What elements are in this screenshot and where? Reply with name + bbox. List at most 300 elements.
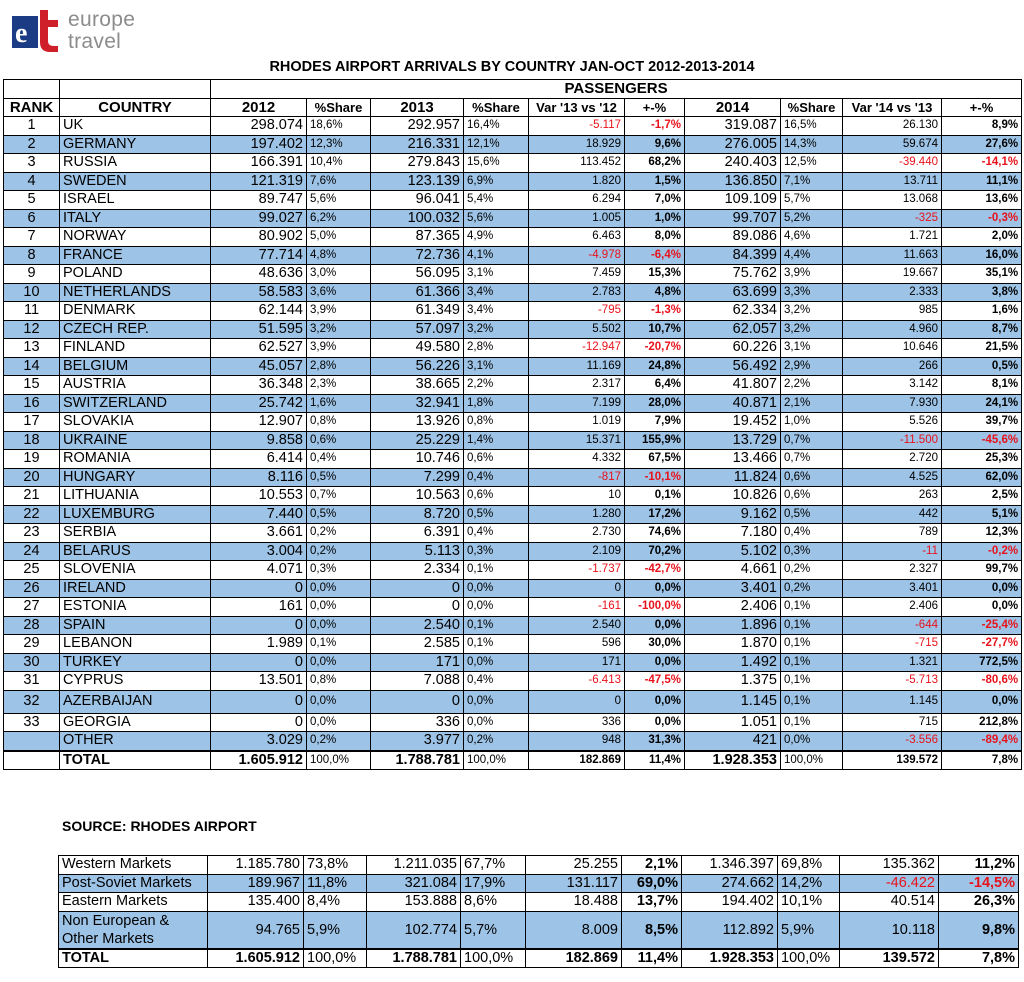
value-2014-cell: 4.661 xyxy=(685,561,781,580)
total-2013-cell: 1.788.781 xyxy=(371,751,464,770)
pct-14-cell: 25,3% xyxy=(942,450,1022,469)
rank-cell: 13 xyxy=(4,339,60,358)
share-2012-cell: 7,6% xyxy=(307,172,371,191)
pct-14-cell: 0,0% xyxy=(942,690,1022,713)
share-2012-cell: 0,0% xyxy=(307,616,371,635)
pct-13-cell: 74,6% xyxy=(625,524,685,543)
summary-share-2013-cell: 8,6% xyxy=(461,893,526,912)
table-row xyxy=(4,191,1022,210)
summary-2013-cell: 153.888 xyxy=(367,893,461,912)
value-2013-cell: 61.349 xyxy=(371,302,464,321)
value-2012-cell: 51.595 xyxy=(211,320,307,339)
var-14-vs-13-cell: -325 xyxy=(843,209,942,228)
value-2012-cell: 58.583 xyxy=(211,283,307,302)
var-14-vs-13-cell: 4.525 xyxy=(843,468,942,487)
table-row xyxy=(4,228,1022,247)
var-14-vs-13-cell: 13.711 xyxy=(843,172,942,191)
country-cell: RUSSIA xyxy=(60,154,211,173)
pct-13-cell: 6,4% xyxy=(625,376,685,395)
var-13-vs-12-cell: 6.294 xyxy=(529,191,625,210)
share-2014-cell: 0,1% xyxy=(781,672,843,691)
pct-13-cell: 0,0% xyxy=(625,690,685,713)
share-2013-cell: 12,1% xyxy=(464,135,529,154)
rank-cell: 14 xyxy=(4,357,60,376)
pct-14-cell: -0,2% xyxy=(942,542,1022,561)
value-2012-cell: 4.071 xyxy=(211,561,307,580)
rank-cell xyxy=(4,732,60,751)
total-var-14-cell: 139.572 xyxy=(843,751,942,770)
pct-14-cell: 1,6% xyxy=(942,302,1022,321)
share-2012-cell: 0,8% xyxy=(307,672,371,691)
value-2013-cell: 216.331 xyxy=(371,135,464,154)
share-2013-cell: 5,4% xyxy=(464,191,529,210)
table-row xyxy=(4,246,1022,265)
value-2012-cell: 3.029 xyxy=(211,732,307,751)
share-2014-cell: 5,2% xyxy=(781,209,843,228)
var-14-vs-13-cell: -11 xyxy=(843,542,942,561)
pct-14-cell: 11,1% xyxy=(942,172,1022,191)
var-13-vs-12-cell: 0 xyxy=(529,690,625,713)
summary-total-2014-cell: 1.928.353 xyxy=(682,949,778,968)
summary-var-14-cell: 40.514 xyxy=(840,893,939,912)
total-var-13-cell: 182.869 xyxy=(529,751,625,770)
country-cell: SPAIN xyxy=(60,616,211,635)
share-2014-cell: 0,2% xyxy=(781,561,843,580)
share-2013-cell: 0,1% xyxy=(464,635,529,654)
value-2012-cell: 166.391 xyxy=(211,154,307,173)
share-2012-cell: 0,8% xyxy=(307,413,371,432)
value-2014-cell: 84.399 xyxy=(685,246,781,265)
table-row xyxy=(4,542,1022,561)
pct-14-cell: 12,3% xyxy=(942,524,1022,543)
rank-cell: 24 xyxy=(4,542,60,561)
value-2012-cell: 89.747 xyxy=(211,191,307,210)
share-2014-cell: 0,7% xyxy=(781,431,843,450)
pct-14-cell: 212,8% xyxy=(942,713,1022,732)
pct-14-cell: -80,6% xyxy=(942,672,1022,691)
summary-pct-13-cell: 8,5% xyxy=(622,911,682,949)
var-13-vs-12-cell: 18.929 xyxy=(529,135,625,154)
summary-2013-cell: 102.774 xyxy=(367,911,461,949)
share-2013-cell: 0,6% xyxy=(464,450,529,469)
share-2013-cell: 0,0% xyxy=(464,690,529,713)
value-2013-cell: 72.736 xyxy=(371,246,464,265)
pct-13-cell: 0,0% xyxy=(625,579,685,598)
country-cell: CYPRUS xyxy=(60,672,211,691)
share-2013-cell: 15,6% xyxy=(464,154,529,173)
country-cell: ROMANIA xyxy=(60,450,211,469)
value-2013-cell: 8.720 xyxy=(371,505,464,524)
value-2014-cell: 136.850 xyxy=(685,172,781,191)
var-14-vs-13-cell: 26.130 xyxy=(843,117,942,136)
logo-text-travel: travel xyxy=(68,30,122,53)
rank-cell: 21 xyxy=(4,487,60,506)
market-label-line1: Non European & xyxy=(62,912,170,929)
value-2013-cell: 292.957 xyxy=(371,117,464,136)
pct-13-cell: -1,3% xyxy=(625,302,685,321)
var-14-vs-13-cell: 4.960 xyxy=(843,320,942,339)
rank-cell: 26 xyxy=(4,579,60,598)
summary-share-2012-cell: 73,8% xyxy=(304,856,367,875)
table-row xyxy=(4,561,1022,580)
total-label-cell: TOTAL xyxy=(60,751,211,770)
pct-13-cell: 7,0% xyxy=(625,191,685,210)
pct-14-cell: 2,5% xyxy=(942,487,1022,506)
rank-cell: 32 xyxy=(4,690,60,713)
var-14-vs-13-cell: -715 xyxy=(843,635,942,654)
share-2014-cell: 0,1% xyxy=(781,690,843,713)
summary-2013-cell: 321.084 xyxy=(367,874,461,893)
value-2013-cell: 25.229 xyxy=(371,431,464,450)
rank-cell: 28 xyxy=(4,616,60,635)
var-14-vs-13-cell: 1.721 xyxy=(843,228,942,247)
value-2014-cell: 99.707 xyxy=(685,209,781,228)
var-13-vs-12-cell: -817 xyxy=(529,468,625,487)
country-cell: DENMARK xyxy=(60,302,211,321)
share-2013-cell: 0,8% xyxy=(464,413,529,432)
summary-2012-cell: 189.967 xyxy=(208,874,304,893)
pct-13-cell: 155,9% xyxy=(625,431,685,450)
country-cell: SERBIA xyxy=(60,524,211,543)
var-13-vs-12-cell: 10 xyxy=(529,487,625,506)
table-row xyxy=(4,468,1022,487)
rank-cell: 19 xyxy=(4,450,60,469)
value-2014-cell: 1.051 xyxy=(685,713,781,732)
share-2013-cell: 3,1% xyxy=(464,357,529,376)
share-2012-cell: 3,6% xyxy=(307,283,371,302)
share-2014-cell: 0,5% xyxy=(781,505,843,524)
rank-cell: 12 xyxy=(4,320,60,339)
value-2014-cell: 62.057 xyxy=(685,320,781,339)
value-2013-cell: 123.139 xyxy=(371,172,464,191)
value-2014-cell: 109.109 xyxy=(685,191,781,210)
share-2014-cell: 0,1% xyxy=(781,598,843,617)
value-2014-cell: 240.403 xyxy=(685,154,781,173)
total-pct-14-cell: 7,8% xyxy=(942,751,1022,770)
total-pct-13-cell: 11,4% xyxy=(625,751,685,770)
share-2012-cell: 18,6% xyxy=(307,117,371,136)
share-2013-cell: 4,9% xyxy=(464,228,529,247)
market-label-line2: Other Markets xyxy=(62,930,154,947)
value-2012-cell: 9.858 xyxy=(211,431,307,450)
country-cell: ESTONIA xyxy=(60,598,211,617)
rank-cell: 29 xyxy=(4,635,60,654)
value-2014-cell: 3.401 xyxy=(685,579,781,598)
pct-13-cell: 0,0% xyxy=(625,653,685,672)
var-14-vs-13-cell: 5.526 xyxy=(843,413,942,432)
summary-2014-cell: 1.346.397 xyxy=(682,856,778,875)
value-2014-cell: 7.180 xyxy=(685,524,781,543)
share-2012-cell: 0,2% xyxy=(307,542,371,561)
value-2013-cell: 3.977 xyxy=(371,732,464,751)
summary-share-2012-cell: 5,9% xyxy=(304,911,367,949)
value-2012-cell: 3.661 xyxy=(211,524,307,543)
value-2014-cell: 1.896 xyxy=(685,616,781,635)
page-title: RHODES AIRPORT ARRIVALS BY COUNTRY JAN-OCT 2012-2013-2014 xyxy=(269,59,755,75)
value-2012-cell: 99.027 xyxy=(211,209,307,228)
value-2013-cell: 32.941 xyxy=(371,394,464,413)
var-14-vs-13-cell: -39.440 xyxy=(843,154,942,173)
summary-share-2013-cell: 5,7% xyxy=(461,911,526,949)
pct-14-cell: 2,0% xyxy=(942,228,1022,247)
summary-total-row xyxy=(59,949,1019,968)
value-2013-cell: 336 xyxy=(371,713,464,732)
var-13-vs-12-cell: 2.783 xyxy=(529,283,625,302)
pct-13-cell: 9,6% xyxy=(625,135,685,154)
rank-cell: 30 xyxy=(4,653,60,672)
header-row xyxy=(4,98,1022,117)
value-2013-cell: 100.032 xyxy=(371,209,464,228)
value-2014-cell: 1.492 xyxy=(685,653,781,672)
country-cell: LEBANON xyxy=(60,635,211,654)
country-cell: CZECH REP. xyxy=(60,320,211,339)
rank-cell: 10 xyxy=(4,283,60,302)
value-2013-cell: 6.391 xyxy=(371,524,464,543)
var-13-vs-12-cell: 11.169 xyxy=(529,357,625,376)
table-row xyxy=(4,413,1022,432)
pct-14-cell: -25,4% xyxy=(942,616,1022,635)
share-2014-cell: 4,4% xyxy=(781,246,843,265)
share-2013-cell: 0,0% xyxy=(464,598,529,617)
summary-pct-13-cell: 2,1% xyxy=(622,856,682,875)
share-2014-cell: 0,4% xyxy=(781,524,843,543)
pct-14-cell: 24,1% xyxy=(942,394,1022,413)
share-2014-cell: 0,1% xyxy=(781,635,843,654)
share-2013-cell: 2,2% xyxy=(464,376,529,395)
value-2013-cell: 279.843 xyxy=(371,154,464,173)
rank-cell: 4 xyxy=(4,172,60,191)
share-2014-cell: 0,1% xyxy=(781,616,843,635)
value-2013-cell: 2.585 xyxy=(371,635,464,654)
value-2013-cell: 87.365 xyxy=(371,228,464,247)
value-2014-cell: 40.871 xyxy=(685,394,781,413)
var-14-vs-13-cell: 11.663 xyxy=(843,246,942,265)
share-2013-cell: 0,6% xyxy=(464,487,529,506)
var-14-vs-13-cell: 3.142 xyxy=(843,376,942,395)
value-2013-cell: 10.746 xyxy=(371,450,464,469)
value-2013-cell: 7.088 xyxy=(371,672,464,691)
header-pct-14: +-% xyxy=(942,98,1022,117)
pct-13-cell: 24,8% xyxy=(625,357,685,376)
table-row xyxy=(4,524,1022,543)
header-row-passengers xyxy=(4,80,1022,99)
arrivals-table xyxy=(3,79,1022,770)
var-13-vs-12-cell: 1.005 xyxy=(529,209,625,228)
share-2012-cell: 0,0% xyxy=(307,713,371,732)
rank-cell: 22 xyxy=(4,505,60,524)
table-row xyxy=(4,394,1022,413)
share-2013-cell: 0,4% xyxy=(464,672,529,691)
value-2014-cell: 10.826 xyxy=(685,487,781,506)
var-13-vs-12-cell: -795 xyxy=(529,302,625,321)
var-13-vs-12-cell: -161 xyxy=(529,598,625,617)
value-2013-cell: 49.580 xyxy=(371,339,464,358)
var-14-vs-13-cell: 266 xyxy=(843,357,942,376)
country-cell: TURKEY xyxy=(60,653,211,672)
header-rank: RANK xyxy=(4,98,60,117)
pct-14-cell: 8,1% xyxy=(942,376,1022,395)
pct-14-cell: -45,6% xyxy=(942,431,1022,450)
pct-13-cell: 8,0% xyxy=(625,228,685,247)
table-row xyxy=(4,598,1022,617)
pct-13-cell: 0,0% xyxy=(625,713,685,732)
value-2013-cell: 171 xyxy=(371,653,464,672)
share-2013-cell: 5,6% xyxy=(464,209,529,228)
share-2014-cell: 3,2% xyxy=(781,320,843,339)
summary-var-13-cell: 18.488 xyxy=(526,893,622,912)
pct-13-cell: 0,1% xyxy=(625,487,685,506)
share-2014-cell: 0,0% xyxy=(781,732,843,751)
country-cell: UK xyxy=(60,117,211,136)
pct-14-cell: -14,1% xyxy=(942,154,1022,173)
summary-2012-cell: 135.400 xyxy=(208,893,304,912)
table-row xyxy=(4,653,1022,672)
pct-13-cell: 28,0% xyxy=(625,394,685,413)
share-2013-cell: 16,4% xyxy=(464,117,529,136)
country-cell: GEORGIA xyxy=(60,713,211,732)
table-row xyxy=(4,376,1022,395)
country-cell: UKRAINE xyxy=(60,431,211,450)
value-2012-cell: 0 xyxy=(211,653,307,672)
pct-14-cell: -27,7% xyxy=(942,635,1022,654)
var-13-vs-12-cell: -12.947 xyxy=(529,339,625,358)
rank-cell: 33 xyxy=(4,713,60,732)
total-row xyxy=(4,751,1022,770)
value-2014-cell: 63.699 xyxy=(685,283,781,302)
var-13-vs-12-cell: 1.019 xyxy=(529,413,625,432)
country-cell: FRANCE xyxy=(60,246,211,265)
var-14-vs-13-cell: -5.713 xyxy=(843,672,942,691)
summary-share-2014-cell: 69,8% xyxy=(778,856,840,875)
value-2012-cell: 121.319 xyxy=(211,172,307,191)
share-2014-cell: 0,6% xyxy=(781,468,843,487)
share-2012-cell: 3,9% xyxy=(307,302,371,321)
share-2014-cell: 3,3% xyxy=(781,283,843,302)
summary-pct-13-cell: 13,7% xyxy=(622,893,682,912)
share-2012-cell: 5,6% xyxy=(307,191,371,210)
share-2013-cell: 0,1% xyxy=(464,561,529,580)
value-2013-cell: 56.095 xyxy=(371,265,464,284)
total-rank-cell xyxy=(4,751,60,770)
value-2014-cell: 1.375 xyxy=(685,672,781,691)
pct-14-cell: 21,5% xyxy=(942,339,1022,358)
var-13-vs-12-cell: 113.452 xyxy=(529,154,625,173)
value-2013-cell: 2.540 xyxy=(371,616,464,635)
var-14-vs-13-cell: 13.068 xyxy=(843,191,942,210)
value-2014-cell: 5.102 xyxy=(685,542,781,561)
share-2013-cell: 0,1% xyxy=(464,616,529,635)
pct-13-cell: 31,3% xyxy=(625,732,685,751)
var-13-vs-12-cell: -6.413 xyxy=(529,672,625,691)
table-row xyxy=(4,635,1022,654)
summary-total-share-2012-cell: 100,0% xyxy=(304,949,367,968)
share-2012-cell: 12,3% xyxy=(307,135,371,154)
share-2014-cell: 12,5% xyxy=(781,154,843,173)
var-14-vs-13-cell: 10.646 xyxy=(843,339,942,358)
var-13-vs-12-cell: 7.199 xyxy=(529,394,625,413)
value-2012-cell: 1.989 xyxy=(211,635,307,654)
var-14-vs-13-cell: 442 xyxy=(843,505,942,524)
summary-row xyxy=(59,893,1019,912)
value-2014-cell: 56.492 xyxy=(685,357,781,376)
var-14-vs-13-cell: 1.145 xyxy=(843,690,942,713)
share-2012-cell: 0,0% xyxy=(307,690,371,713)
share-2013-cell: 6,9% xyxy=(464,172,529,191)
value-2014-cell: 1.145 xyxy=(685,690,781,713)
pct-13-cell: 10,7% xyxy=(625,320,685,339)
rank-cell: 3 xyxy=(4,154,60,173)
summary-total-pct-14-cell: 7,8% xyxy=(939,949,1019,968)
summary-total-var-14-cell: 139.572 xyxy=(840,949,939,968)
header-empty-rank xyxy=(4,80,60,99)
country-cell: SLOVENIA xyxy=(60,561,211,580)
value-2013-cell: 13.926 xyxy=(371,413,464,432)
value-2012-cell: 25.742 xyxy=(211,394,307,413)
total-2012-cell: 1.605.912 xyxy=(211,751,307,770)
summary-var-13-cell: 131.117 xyxy=(526,874,622,893)
var-14-vs-13-cell: 59.674 xyxy=(843,135,942,154)
europe-travel-logo-mark-icon xyxy=(10,8,62,52)
value-2014-cell: 13.466 xyxy=(685,450,781,469)
value-2013-cell: 0 xyxy=(371,690,464,713)
header-var-13-vs-12: Var '13 vs '12 xyxy=(529,98,625,117)
var-13-vs-12-cell: 5.502 xyxy=(529,320,625,339)
value-2014-cell: 75.762 xyxy=(685,265,781,284)
share-2012-cell: 0,0% xyxy=(307,579,371,598)
header-passengers: PASSENGERS xyxy=(211,80,1022,99)
value-2012-cell: 7.440 xyxy=(211,505,307,524)
summary-2012-cell: 94.765 xyxy=(208,911,304,949)
share-2013-cell: 1,4% xyxy=(464,431,529,450)
rank-cell: 20 xyxy=(4,468,60,487)
var-14-vs-13-cell: 3.401 xyxy=(843,579,942,598)
summary-var-14-cell: 10.118 xyxy=(840,911,939,949)
value-2013-cell: 96.041 xyxy=(371,191,464,210)
pct-13-cell: -6,4% xyxy=(625,246,685,265)
share-2014-cell: 0,2% xyxy=(781,579,843,598)
header-country: COUNTRY xyxy=(60,98,211,117)
table-row xyxy=(4,732,1022,751)
header-2014: 2014 xyxy=(685,98,781,117)
table-row xyxy=(4,450,1022,469)
value-2012-cell: 80.902 xyxy=(211,228,307,247)
value-2013-cell: 5.113 xyxy=(371,542,464,561)
pct-13-cell: 67,5% xyxy=(625,450,685,469)
summary-total-2013-cell: 1.788.781 xyxy=(367,949,461,968)
share-2013-cell: 0,0% xyxy=(464,653,529,672)
market-cell xyxy=(59,911,208,949)
share-2014-cell: 7,1% xyxy=(781,172,843,191)
var-13-vs-12-cell: 1.280 xyxy=(529,505,625,524)
value-2012-cell: 0 xyxy=(211,579,307,598)
value-2012-cell: 62.527 xyxy=(211,339,307,358)
rank-cell: 7 xyxy=(4,228,60,247)
value-2012-cell: 298.074 xyxy=(211,117,307,136)
table-row xyxy=(4,154,1022,173)
share-2014-cell: 2,1% xyxy=(781,394,843,413)
summary-pct-14-cell: 9,8% xyxy=(939,911,1019,949)
value-2014-cell: 89.086 xyxy=(685,228,781,247)
rank-cell: 5 xyxy=(4,191,60,210)
share-2012-cell: 0,4% xyxy=(307,450,371,469)
pct-14-cell: 99,7% xyxy=(942,561,1022,580)
value-2013-cell: 56.226 xyxy=(371,357,464,376)
summary-total-share-2014-cell: 100,0% xyxy=(778,949,840,968)
summary-2014-cell: 112.892 xyxy=(682,911,778,949)
pct-13-cell: -10,1% xyxy=(625,468,685,487)
rank-cell: 6 xyxy=(4,209,60,228)
table-row xyxy=(4,431,1022,450)
